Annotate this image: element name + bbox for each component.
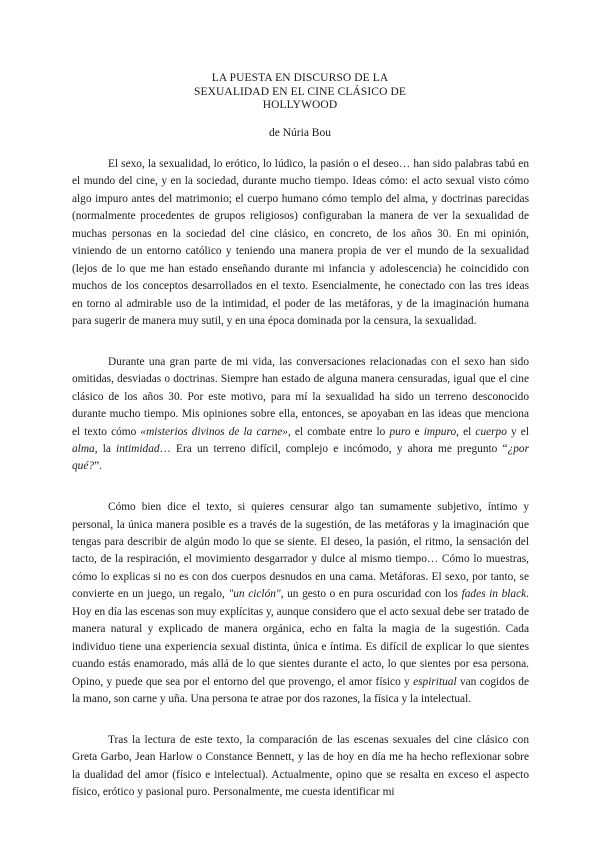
- paragraph-text: ”.: [94, 460, 102, 473]
- paragraph-text: , un gesto o en pura oscuridad con los: [280, 588, 462, 601]
- document-body: [72, 156, 529, 802]
- italic-text: espiritual: [413, 675, 457, 688]
- paragraph-text: , la: [94, 442, 117, 455]
- document-title: [150, 72, 450, 113]
- paragraph-text: El sexo, la sexualidad, lo erótico, lo lúdico, la pasión o el deseo… han sido palabras tabú en el mundo del cine, y en la sociedad, durante mucho tiempo. Ideas cómo: el acto sexual visto cómo algo impuro antes del matrimonio; el cuerpo humano cómo templo del alma, y doctrinas parecidas (normalmente procedentes de grupos religiosos) configuraban la manera de ver la sexualidad de muchas personas en la sociedad del cine clásico, en concreto, de los años 30. En mi opinión, viniendo de un entorno católico y teniendo una manera propia de ver el mundo de la sexualidad (lejos de lo que me han estado enseñando durante mi infancia y adolescencia) he coincidido con muchos de los conceptos desarrollados en el texto. Esencialmente, he conectado con las tres ideas en torno al admirable uso de la intimidad, el poder de las metáforas, y de la imaginación humana para sugerir de manera muy sutil, y en una época dominada por la censura, la sexualidad.: [72, 158, 529, 328]
- italic-text: ¿por qué?: [72, 442, 529, 473]
- italic-text: «misterios divinos de la carne»: [140, 425, 288, 438]
- italic-text: intimidad: [116, 442, 160, 455]
- title-line-1: LA PUESTA EN DISCURSO DE LA: [211, 72, 389, 84]
- paragraph-text: , el: [456, 425, 476, 438]
- italic-text: alma: [72, 442, 95, 455]
- author-byline: de Núria Bou: [269, 127, 331, 139]
- paragraph-text: Tras la lectura de este texto, la comparación de las escenas sexuales del cine clásico con Greta Garbo, Jean Harlow o Constance Bennett, y las de hoy en día me ha hecho reflexionar sobre la dualidad del amor (físico e intelectual). Actualmente, opino que se resalta en exceso el aspecto físico, erótico y pasional puro. Personalmente, me cuesta identificar mi: [72, 733, 529, 799]
- paragraph-text: van cogidos de la mano, son carne y uña. Una persona te atrae por dos razones, la física y la intelectual.: [72, 675, 529, 706]
- paragraph-text: Durante una gran parte de mi vida, las conversaciones relacionadas con el sexo han sido omitidas, desviadas o doctrinas. Siempre han estado de alguna manera censuradas, igual que el cine clásico de los años 30. Por este motivo, para mí la sexualidad ha sido un terreno desconocido durante mucho tiempo. Mis opiniones sobre ella, entonces, se apoyaban en las ideas que menciona el texto cómo: [72, 355, 529, 438]
- paragraph-text: e: [410, 425, 424, 438]
- title-line-2: SEXUALIDAD EN EL CINE CLÁSICO DE: [194, 85, 406, 98]
- paragraph-text: … Era un terreno difícil, complejo e incómodo, y ahora me pregunto “: [159, 442, 508, 455]
- body-paragraph: [72, 499, 529, 708]
- paragraph-text: y el: [506, 425, 529, 438]
- body-paragraph: [72, 156, 529, 331]
- italic-text: fades in black: [461, 588, 527, 601]
- paragraph-text: Cómo bien dice el texto, si quieres censurar algo tan sumamente subjetivo, íntimo y personal, la única manera posible es a través de la sugestión, de las metáforas y la imaginación que tengas para describir de algún modo lo que se siente. El deseo, la pasión, el ritmo, la sensación del tacto, de la respiración, el movimiento desgarrador y dulce al mismo tiempo… Cómo lo muestras, cómo lo explicas si no es con dos cuerpos desnudos en una cama. Metáforas. El sexo, por tanto, se convierte en un juego, un regalo,: [72, 501, 529, 601]
- italic-text: puro: [389, 425, 411, 438]
- italic-text: cuerpo: [475, 425, 507, 438]
- body-paragraph: [72, 732, 529, 802]
- paragraph-text: . Hoy en día las escenas son muy explícitas y, aunque considero que el acto sexual debe ser tratado de manera natural y explicado de manera orgánica, echo en falta la magia de la sugestión. Cada individuo tiene una experiencia sexual distinta, única e íntima. Es difícil de explicar lo que sientes cuando estás enamorado, más allá de lo que sientes durante el acto, lo que sientes por esa persona. Opino, y puede que sea por el entorno del que provengo, el amor físico y: [72, 588, 529, 688]
- paragraph-text: , el combate entre lo: [287, 425, 390, 438]
- title-line-3: HOLLYWOOD: [262, 99, 338, 111]
- italic-text: "un ciclón": [228, 588, 281, 601]
- body-paragraph: [72, 354, 529, 476]
- italic-text: impuro: [423, 425, 457, 438]
